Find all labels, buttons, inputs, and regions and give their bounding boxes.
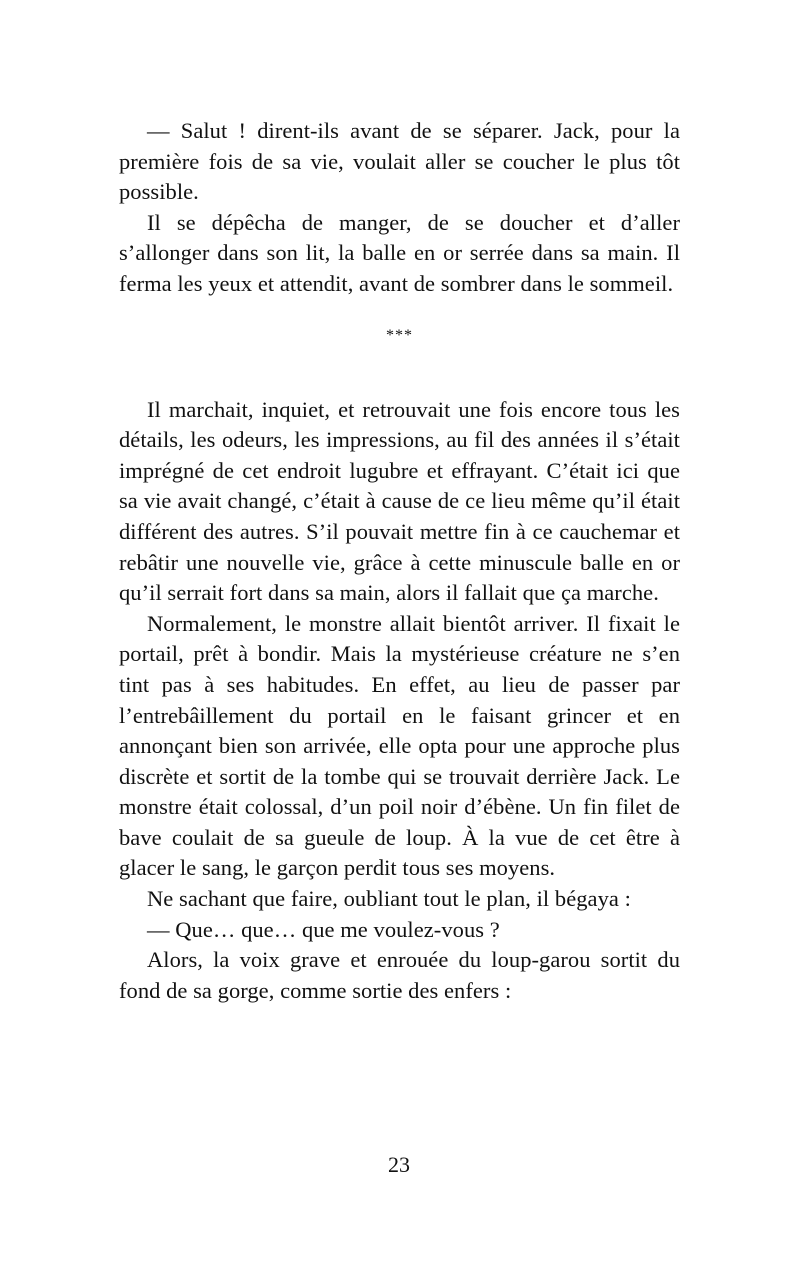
paragraph: Normalement, le monstre allait bientôt arriver. Il fixait le portail, prêt à bondir. Mais la mystérieuse créature ne s’en tint pas à ses habitudes. En effet, au lieu de passer par l’entrebâillement du portail en le faisant grincer et en annonçant bien son arrivée, elle opta pour une approche plus discrète et sortit de la tombe qui se trouvait derrière Jack. Le monstre était colossal, d’un poil noir d’ébène. Un fin filet de bave coulait de sa gueule de loup. À la vue de cet être à glacer le sang, le garçon perdit tous ses moyens. [119, 610, 680, 881]
page-number: 23 [388, 1152, 410, 1177]
page-text-block [119, 116, 680, 1006]
paragraph: Il se dépêcha de manger, de se doucher et d’aller s’allonger dans son lit, la balle en or serrée dans sa main. Il ferma les yeux et attendit, avant de sombrer dans le sommeil. [119, 209, 680, 296]
section-separator: *** [386, 326, 413, 344]
spacer [119, 300, 680, 321]
paragraph: Ne sachant que faire, oubliant tout le plan, il bégaya : [147, 886, 631, 912]
paragraph: — Salut ! dirent-ils avant de se séparer. Jack, pour la première fois de sa vie, voulait aller se coucher le plus tôt possible. [119, 118, 680, 205]
paragraph: Il marchait, inquiet, et retrouvait une fois encore tous les détails, les odeurs, les impressions, au fil des années il s’était imprégné de cet endroit lugubre et effrayant. C’était ici que sa vie avait changé, c’était à cause de ce lieu même qu’il était différent des autres. S’il pouvait mettre fin à ce cauchemar et rebâtir une nouvelle vie, grâce à cette minuscule balle en or qu’il serrait fort dans sa main, alors il fallait que ça marche. [119, 396, 680, 606]
paragraph: Alors, la voix grave et enrouée du loup-garou sortit du fond de sa gorge, comme sortie des enfers : [119, 947, 680, 1003]
spacer [119, 351, 680, 395]
dialogue-line: — Que… que… que me voulez-vous ? [147, 916, 500, 942]
